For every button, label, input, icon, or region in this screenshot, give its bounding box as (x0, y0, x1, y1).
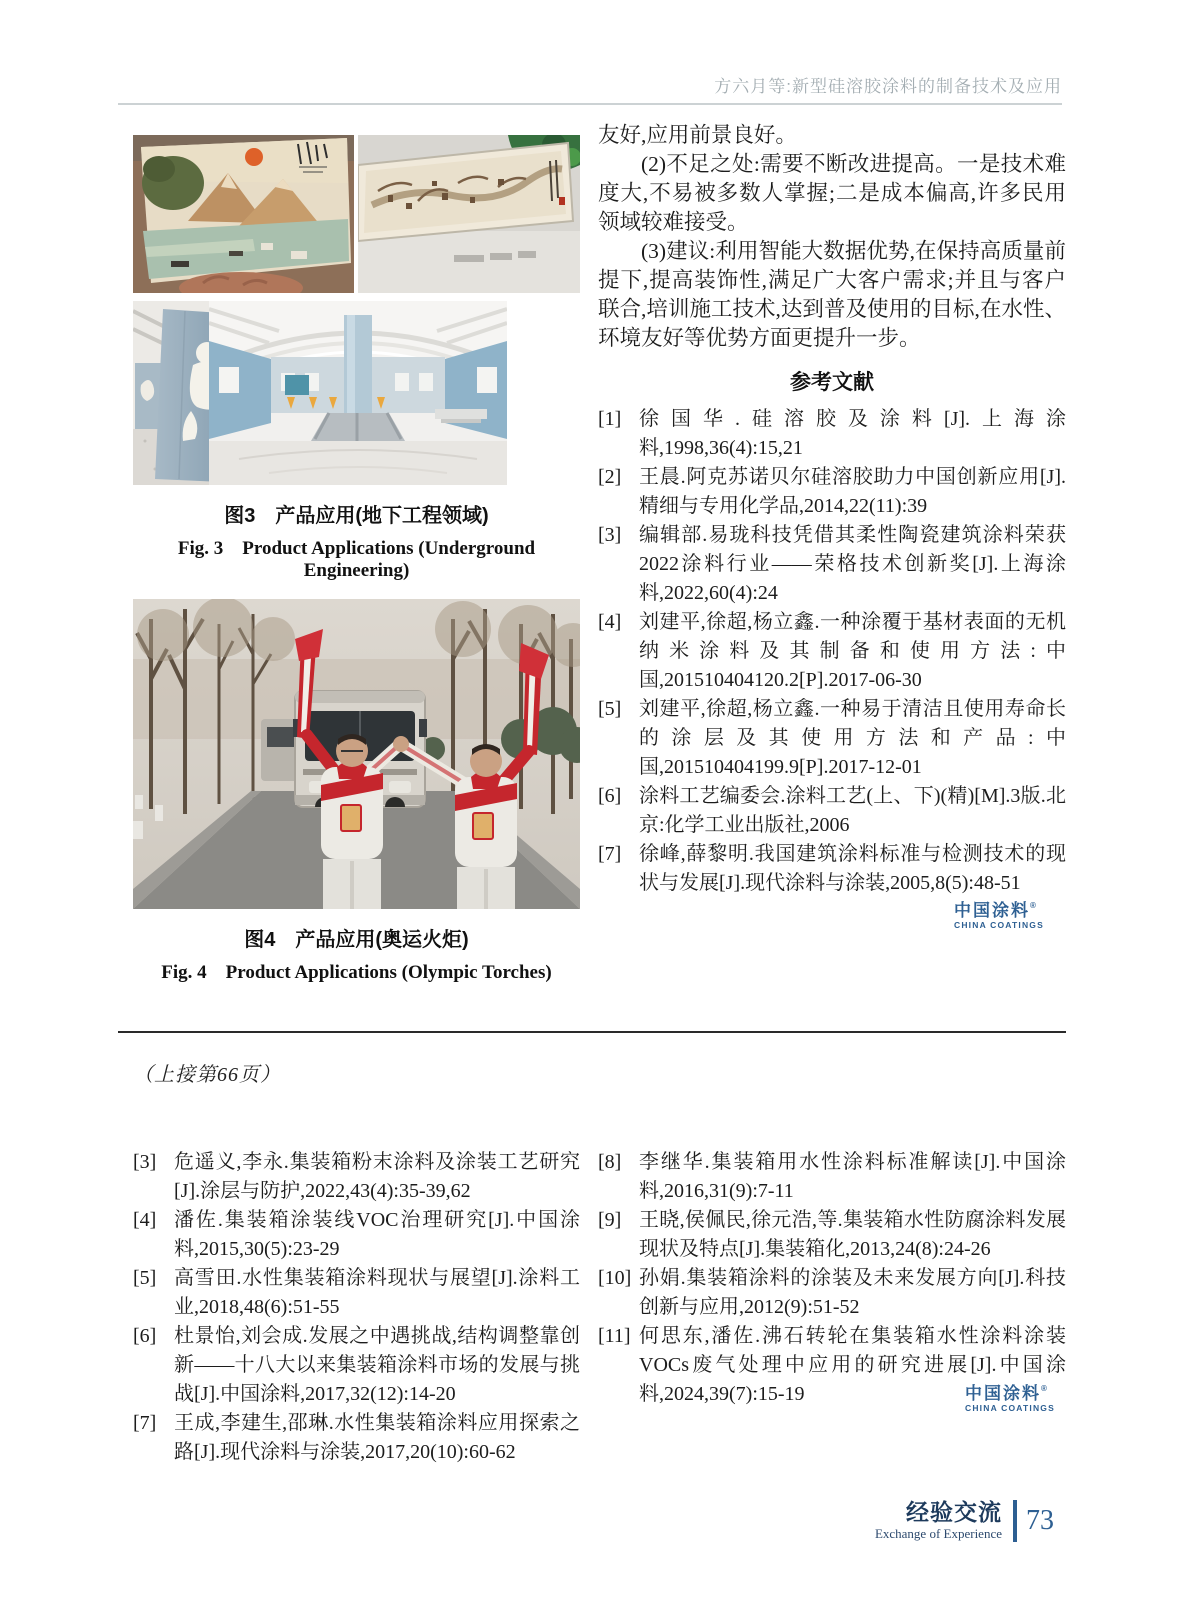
reference-text: 高雪田.水性集装箱涂料现状与展望[J].涂料工业,2018,48(6):51-55 (174, 1267, 580, 1318)
reference-item (598, 521, 1066, 608)
fig4-photo-torch-bearers (133, 599, 580, 909)
fig3-caption-en: Fig. 3 Product Applications (Underground Engineering) (177, 538, 536, 581)
reference-text: 编辑部.易珑科技凭借其柔性陶瓷建筑涂料荣获2022涂料行业——荣格技术创新奖[J].上海涂料,2022,60(4):24 (639, 524, 1066, 604)
reference-text: 徐国华.硅溶胶及涂料[J].上海涂料,1998,36(4):15,21 (639, 408, 1066, 459)
reference-item (133, 1148, 580, 1206)
reference-item (598, 1206, 1066, 1264)
body-paragraph-shortcomings: (2)不足之处:需要不断改进提高。一是技术难度大,不易被多数人掌握;二是成本偏高,许多民用领域较难接受。 (598, 152, 1066, 234)
reference-text: 王晨.阿克苏诺贝尔硅溶胶助力中国创新应用[J].精细与专用化学品,2014,22(11):39 (639, 466, 1066, 517)
body-paragraph-suggestions: (3)建议:利用智能大数据优势,在保持高质量前提下,提高装饰性,满足广大客户需求;并且与客户联合,培训施工技术,达到普及使用的目标,在水性、环境友好等优势方面更提升一步。 (598, 239, 1066, 350)
reference-text: 李继华.集装箱用水性涂料标准解读[J].中国涂料,2016,31(9):7-11 (639, 1151, 1066, 1202)
reference-item (598, 463, 1066, 521)
footer-section-zh: 经验交流 (906, 1499, 1002, 1525)
page-footer (875, 1500, 1054, 1542)
footer-section-en: Exchange of Experience (874, 1526, 1002, 1542)
fig3-caption-zh: 图3 产品应用(地下工程领域) (224, 505, 489, 527)
reference-number: [5] (133, 1267, 157, 1289)
reference-item (598, 1264, 1066, 1322)
reference-text: 涂料工艺编委会.涂料工艺(上、下)(精)[M].3版.北京:化学工业出版社,2006 (639, 785, 1066, 836)
figure-3 (133, 135, 580, 582)
fig3-photo-scroll-painting (358, 135, 580, 293)
fig3-photo-metro-hall (209, 301, 507, 485)
reference-number: [7] (598, 843, 622, 865)
reference-item (133, 1322, 580, 1409)
reference-number: [11] (598, 1325, 631, 1347)
china-coatings-logo (954, 902, 1044, 930)
reference-number: [8] (598, 1151, 622, 1173)
reference-text: 危遥义,李永.集装箱粉末涂料及涂装工艺研究[J].涂层与防护,2022,43(4):35-39,62 (174, 1151, 580, 1202)
reference-item (598, 695, 1066, 782)
section-divider-rule (118, 1031, 1066, 1033)
reference-text: 杜景怡,刘会成.发展之中遇挑战,结构调整靠创新——十八大以来集装箱涂料市场的发展与挑战[J].中国涂料,2017,32(12):14-20 (174, 1325, 580, 1405)
reference-text: 刘建平,徐超,杨立鑫.一种易于清洁且使用寿命长的涂层及其使用方法和产品:中国,201510404199.9[P].2017-12-01 (639, 698, 1066, 778)
left-column (133, 135, 580, 984)
reference-item (598, 405, 1066, 463)
reference-text: 徐峰,薛黎明.我国建筑涂料标准与检测技术的现状与发展[J].现代涂料与涂装,2005,8(5):48-51 (639, 843, 1066, 894)
running-head: 方六月等:新型硅溶胶涂料的制备技术及应用 (714, 77, 1062, 96)
china-coatings-logo (965, 1385, 1055, 1413)
fig3-photo-landscape-painting (133, 135, 354, 293)
reference-text: 刘建平,徐超,杨立鑫.一种涂覆于基材表面的无机纳米涂料及其制备和使用方法:中国,201510404120.2[P].2017-06-30 (639, 611, 1066, 691)
logo-text-zh: 中国涂料 (954, 901, 1030, 920)
reference-number: [7] (133, 1412, 157, 1434)
reference-item (133, 1206, 580, 1264)
fig3-photo-collage (133, 135, 580, 485)
reference-item (133, 1264, 580, 1322)
reference-item (598, 608, 1066, 695)
right-column (598, 121, 1066, 933)
body-paragraph-continuation: 友好,应用前景良好。 (598, 123, 797, 147)
reference-item (133, 1409, 580, 1467)
reference-text: 孙娟.集装箱涂料的涂装及未来发展方向[J].科技创新与应用,2012(9):51-52 (639, 1267, 1066, 1318)
logo-text-en: CHINA COATINGS (965, 1403, 1055, 1413)
continued-left-column (133, 1148, 580, 1467)
page-number: 73 (1026, 1505, 1054, 1537)
logo-registered-mark: ® (1030, 901, 1036, 910)
reference-text: 何思东,潘佐.沸石转轮在集装箱水性涂料涂装VOCs废气处理中应用的研究进展[J].中国涂料,2024,39(7):15-19 (639, 1325, 1066, 1405)
reference-number: [6] (598, 785, 622, 807)
footer-divider-bar (1013, 1500, 1017, 1542)
reference-text: 王晓,侯佩民,徐元浩,等.集装箱水性防腐涂料发展现状及特点[J].集装箱化,2013,24(8):24-26 (639, 1209, 1066, 1260)
reference-text: 王成,李建生,邵琳.水性集装箱涂料应用探索之路[J].现代涂料与涂装,2017,20(10):60-62 (174, 1412, 580, 1463)
continued-from-note: （上接第66页） (133, 1064, 281, 1086)
logo-registered-mark: ® (1041, 1384, 1047, 1393)
reference-number: [5] (598, 698, 622, 720)
reference-item (598, 782, 1066, 840)
figure-4 (133, 599, 580, 984)
reference-item (598, 1148, 1066, 1206)
logo-text-zh: 中国涂料 (965, 1384, 1041, 1403)
reference-number: [4] (598, 611, 622, 633)
logo-text-en: CHINA COATINGS (954, 920, 1044, 930)
fig4-caption-en: Fig. 4 Product Applications (Olympic Torches) (161, 962, 552, 983)
reference-number: [9] (598, 1209, 622, 1231)
reference-number: [1] (598, 408, 622, 430)
references-heading: 参考文献 (790, 371, 874, 394)
reference-number: [3] (598, 524, 622, 546)
reference-number: [6] (133, 1325, 157, 1347)
continued-right-column (598, 1148, 1066, 1409)
header-rule (118, 103, 1062, 105)
reference-number: [4] (133, 1209, 157, 1231)
reference-number: [3] (133, 1151, 157, 1173)
reference-number: [2] (598, 466, 622, 488)
reference-item (598, 840, 1066, 898)
reference-number: [10] (598, 1267, 632, 1289)
fig4-caption-zh: 图4 产品应用(奥运火炬) (244, 929, 469, 951)
reference-text: 潘佐.集装箱涂装线VOC治理研究[J].中国涂料,2015,30(5):23-29 (174, 1209, 580, 1260)
